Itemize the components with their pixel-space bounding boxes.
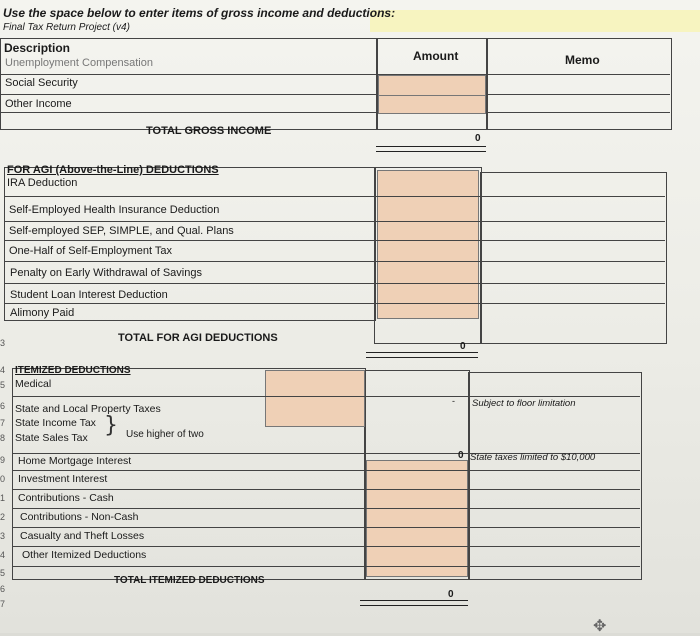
itemized-section-heading: ITEMIZED DEDUCTIONS: [15, 365, 131, 376]
use-higher-note: Use higher of two: [126, 429, 204, 440]
amount-other-income[interactable]: [378, 95, 486, 114]
cursor-icon: ✥: [593, 618, 607, 635]
row-other-itemized-deductions: Other Itemized Deductions: [22, 549, 147, 561]
row-casualty-theft-losses: Casualty and Theft Losses: [20, 530, 145, 542]
column-header-description: Description: [4, 41, 71, 55]
row-medical: Medical: [15, 378, 52, 390]
total-itemized-deductions-value: 0: [448, 589, 454, 600]
itemized-amount-input-area[interactable]: [366, 460, 468, 577]
dash-value: -: [452, 396, 455, 406]
column-header-amount: Amount: [413, 49, 459, 63]
row-early-withdrawal-penalty: Penalty on Early Withdrawal of Savings: [10, 267, 202, 279]
row-state-income-tax: State Income Tax: [15, 417, 96, 429]
state-tax-value: 0: [458, 450, 464, 461]
agi-amount-input-area[interactable]: [377, 170, 479, 319]
memo-state-taxes: State taxes limited to $10,000: [470, 452, 596, 463]
row-social-security: Social Security: [5, 77, 78, 89]
row-state-sales-tax: State Sales Tax: [15, 432, 88, 444]
memo-medical: Subject to floor limitation: [472, 398, 576, 409]
project-title: Final Tax Return Project (v4): [3, 22, 130, 33]
row-student-loan-interest: Student Loan Interest Deduction: [10, 289, 168, 301]
instructions: Use the space below to enter items of gross income and deductions:: [3, 6, 396, 20]
spreadsheet: Use the space below to enter items of gross income and deductions: Final Tax Return Project (v4) Description Amount Memo Unemployment Compensation Social Security Other Income TOTAL GROSS INCOME 0 FOR AGI (Above-the-Line) DEDUCTIONS IRA Deduction Self-Employed Health Insurance Deduction Self-employed SEP, SIMPLE, and Qual. Plans One-Half of Self-Employment Tax Penalty on Early Withdrawal of Savings Student Loan Interest Deduction Alimony Paid TOTAL FOR AGI DEDUCTIONS 0 3 4 5 6 7 8 9 0 1 2 3 4 5 6 7 ITEMIZED DEDUCTIONS Medical State and Local Property Taxes State Income Tax State Sales Tax } Use higher of two Home Mortgage Interest Investment Interest Contributions - Cash Contributions - Non-Cash Casualty and Theft Losses Other Itemized Deductions - Subject to floor limitation 0 State taxes limited to $10,000 TOTAL ITEMIZED DEDUCTIONS 0 ✥: [0, 0, 700, 633]
row-self-employed-health-insurance: Self-Employed Health Insurance Deduction: [9, 204, 220, 216]
row-other-income: Other Income: [5, 98, 72, 110]
agi-memo-column: [480, 172, 667, 344]
itemized-medical-tax-input-area[interactable]: [265, 370, 365, 427]
column-header-memo: Memo: [565, 53, 600, 67]
agi-section-heading: FOR AGI (Above-the-Line) DEDUCTIONS: [7, 164, 219, 176]
row-state-local-property-taxes: State and Local Property Taxes: [15, 403, 161, 415]
memo-column: [486, 38, 672, 130]
total-gross-income-label: TOTAL GROSS INCOME: [146, 125, 272, 137]
row-home-mortgage-interest: Home Mortgage Interest: [18, 455, 132, 467]
row-contributions-cash: Contributions - Cash: [18, 492, 114, 504]
brace-icon: }: [104, 413, 118, 438]
row-investment-interest: Investment Interest: [18, 473, 108, 485]
row-ira-deduction: IRA Deduction: [7, 177, 78, 189]
row-alimony-paid: Alimony Paid: [10, 307, 75, 319]
row-unemployment-compensation: Unemployment Compensation: [5, 57, 153, 69]
row-self-employed-sep: Self-employed SEP, SIMPLE, and Qual. Plans: [9, 225, 234, 237]
row-contributions-non-cash: Contributions - Non-Cash: [20, 511, 139, 523]
row-half-self-employment-tax: One-Half of Self-Employment Tax: [9, 245, 173, 257]
total-agi-deductions-value: 0: [460, 341, 466, 352]
amount-social-security[interactable]: [378, 75, 486, 96]
header-highlight: [370, 10, 700, 32]
total-itemized-deductions-label: TOTAL ITEMIZED DEDUCTIONS: [114, 575, 265, 586]
total-agi-deductions-label: TOTAL FOR AGI DEDUCTIONS: [118, 332, 278, 344]
total-gross-income-value: 0: [475, 133, 481, 144]
